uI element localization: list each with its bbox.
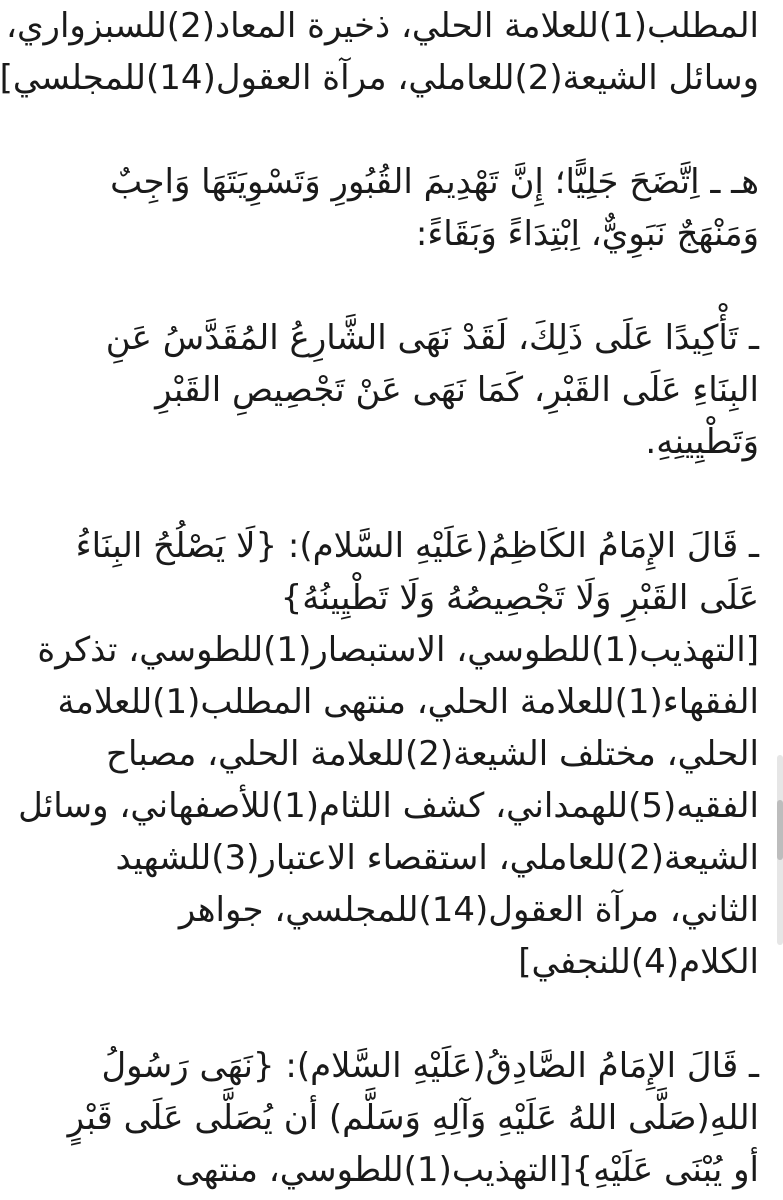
text-line: هـ ـ اِتَّضَحَ جَلِيًّا؛ إِنَّ تَهْدِيمَ القُبُورِ وَتَسْوِيَتَهَا وَاجِبٌ bbox=[110, 162, 759, 202]
text-line: ـ قَالَ الإِمَامُ الصَّادِقُ(عَلَيْهِ السَّلام): {نَهَى رَسُولُ bbox=[101, 1046, 759, 1086]
paragraph-gap bbox=[77, 468, 759, 520]
text-line: أو يُبْنَى عَلَيْهِ}[التهذيب(1)للطوسي، منتهى bbox=[175, 1150, 759, 1190]
text-line: الكلام(4)للنجفي] bbox=[518, 942, 759, 982]
text-line: وسائل الشيعة(2)للعاملي، مرآة العقول(14)للمجلسي] bbox=[0, 58, 759, 98]
paragraph-quote-kazim bbox=[18, 520, 759, 988]
text-line: المطلب(1)للعلامة الحلي، ذخيرة المعاد(2)للسبزواري، bbox=[5, 6, 759, 46]
text-line: ـ تَأْكِيدًا عَلَى ذَلِكَ، لَقَدْ نَهَى الشَّارِعُ المُقَدَّسُ عَنِ bbox=[105, 318, 759, 358]
paragraph-quote-sadiq bbox=[67, 1040, 759, 1196]
text-line: اللهِ(صَلَّى اللهُ عَلَيْهِ وَآلِهِ وَسَلَّم) أن يُصَلَّى عَلَى قَبْرٍ bbox=[67, 1098, 759, 1138]
text-line: البِنَاءِ عَلَى القَبْرِ، كَمَا نَهَى عَنْ تَجْصِيصِ القَبْرِ bbox=[155, 370, 759, 410]
paragraph-emphasis bbox=[77, 312, 759, 468]
scrollbar-thumb[interactable] bbox=[777, 800, 783, 860]
text-line: عَلَى القَبْرِ وَلَا تَجْصِيصُهُ وَلَا تَطْيِينُهُ} bbox=[280, 578, 759, 618]
text-line: الفقيه(5)للهمداني، كشف اللثام(1)للأصفهاني، وسائل bbox=[18, 786, 759, 826]
text-line: الثاني، مرآة العقول(14)للمجلسي، جواهر bbox=[178, 890, 759, 930]
text-line: وَمَنْهَجٌ نَبَوِيٌّ، اِبْتِدَاءً وَبَقَاءً: bbox=[415, 214, 759, 254]
text-line: الشيعة(2)للعاملي، استقصاء الاعتبار(3)للشهيد bbox=[115, 838, 759, 878]
text-line: وَتَطْيِينِهِ. bbox=[645, 422, 759, 462]
text-line: ـ قَالَ الإِمَامُ الكَاظِمُ(عَلَيْهِ السَّلام): {لَا يَصْلُحُ البِنَاءُ bbox=[75, 526, 759, 566]
paragraph-heading-he bbox=[77, 156, 759, 260]
text-line: الفقهاء(1)للعلامة الحلي، منتهى المطلب(1)للعلامة bbox=[57, 682, 759, 722]
text-line: [التهذيب(1)للطوسي، الاستبصار(1)للطوسي، تذكرة bbox=[37, 630, 759, 670]
paragraph-references-continued bbox=[0, 0, 759, 104]
text-line: الحلي، مختلف الشيعة(2)للعلامة الحلي، مصباح bbox=[106, 734, 759, 774]
paragraph-gap bbox=[77, 260, 759, 312]
paragraph-gap bbox=[77, 104, 759, 156]
paragraph-gap bbox=[77, 988, 759, 1040]
